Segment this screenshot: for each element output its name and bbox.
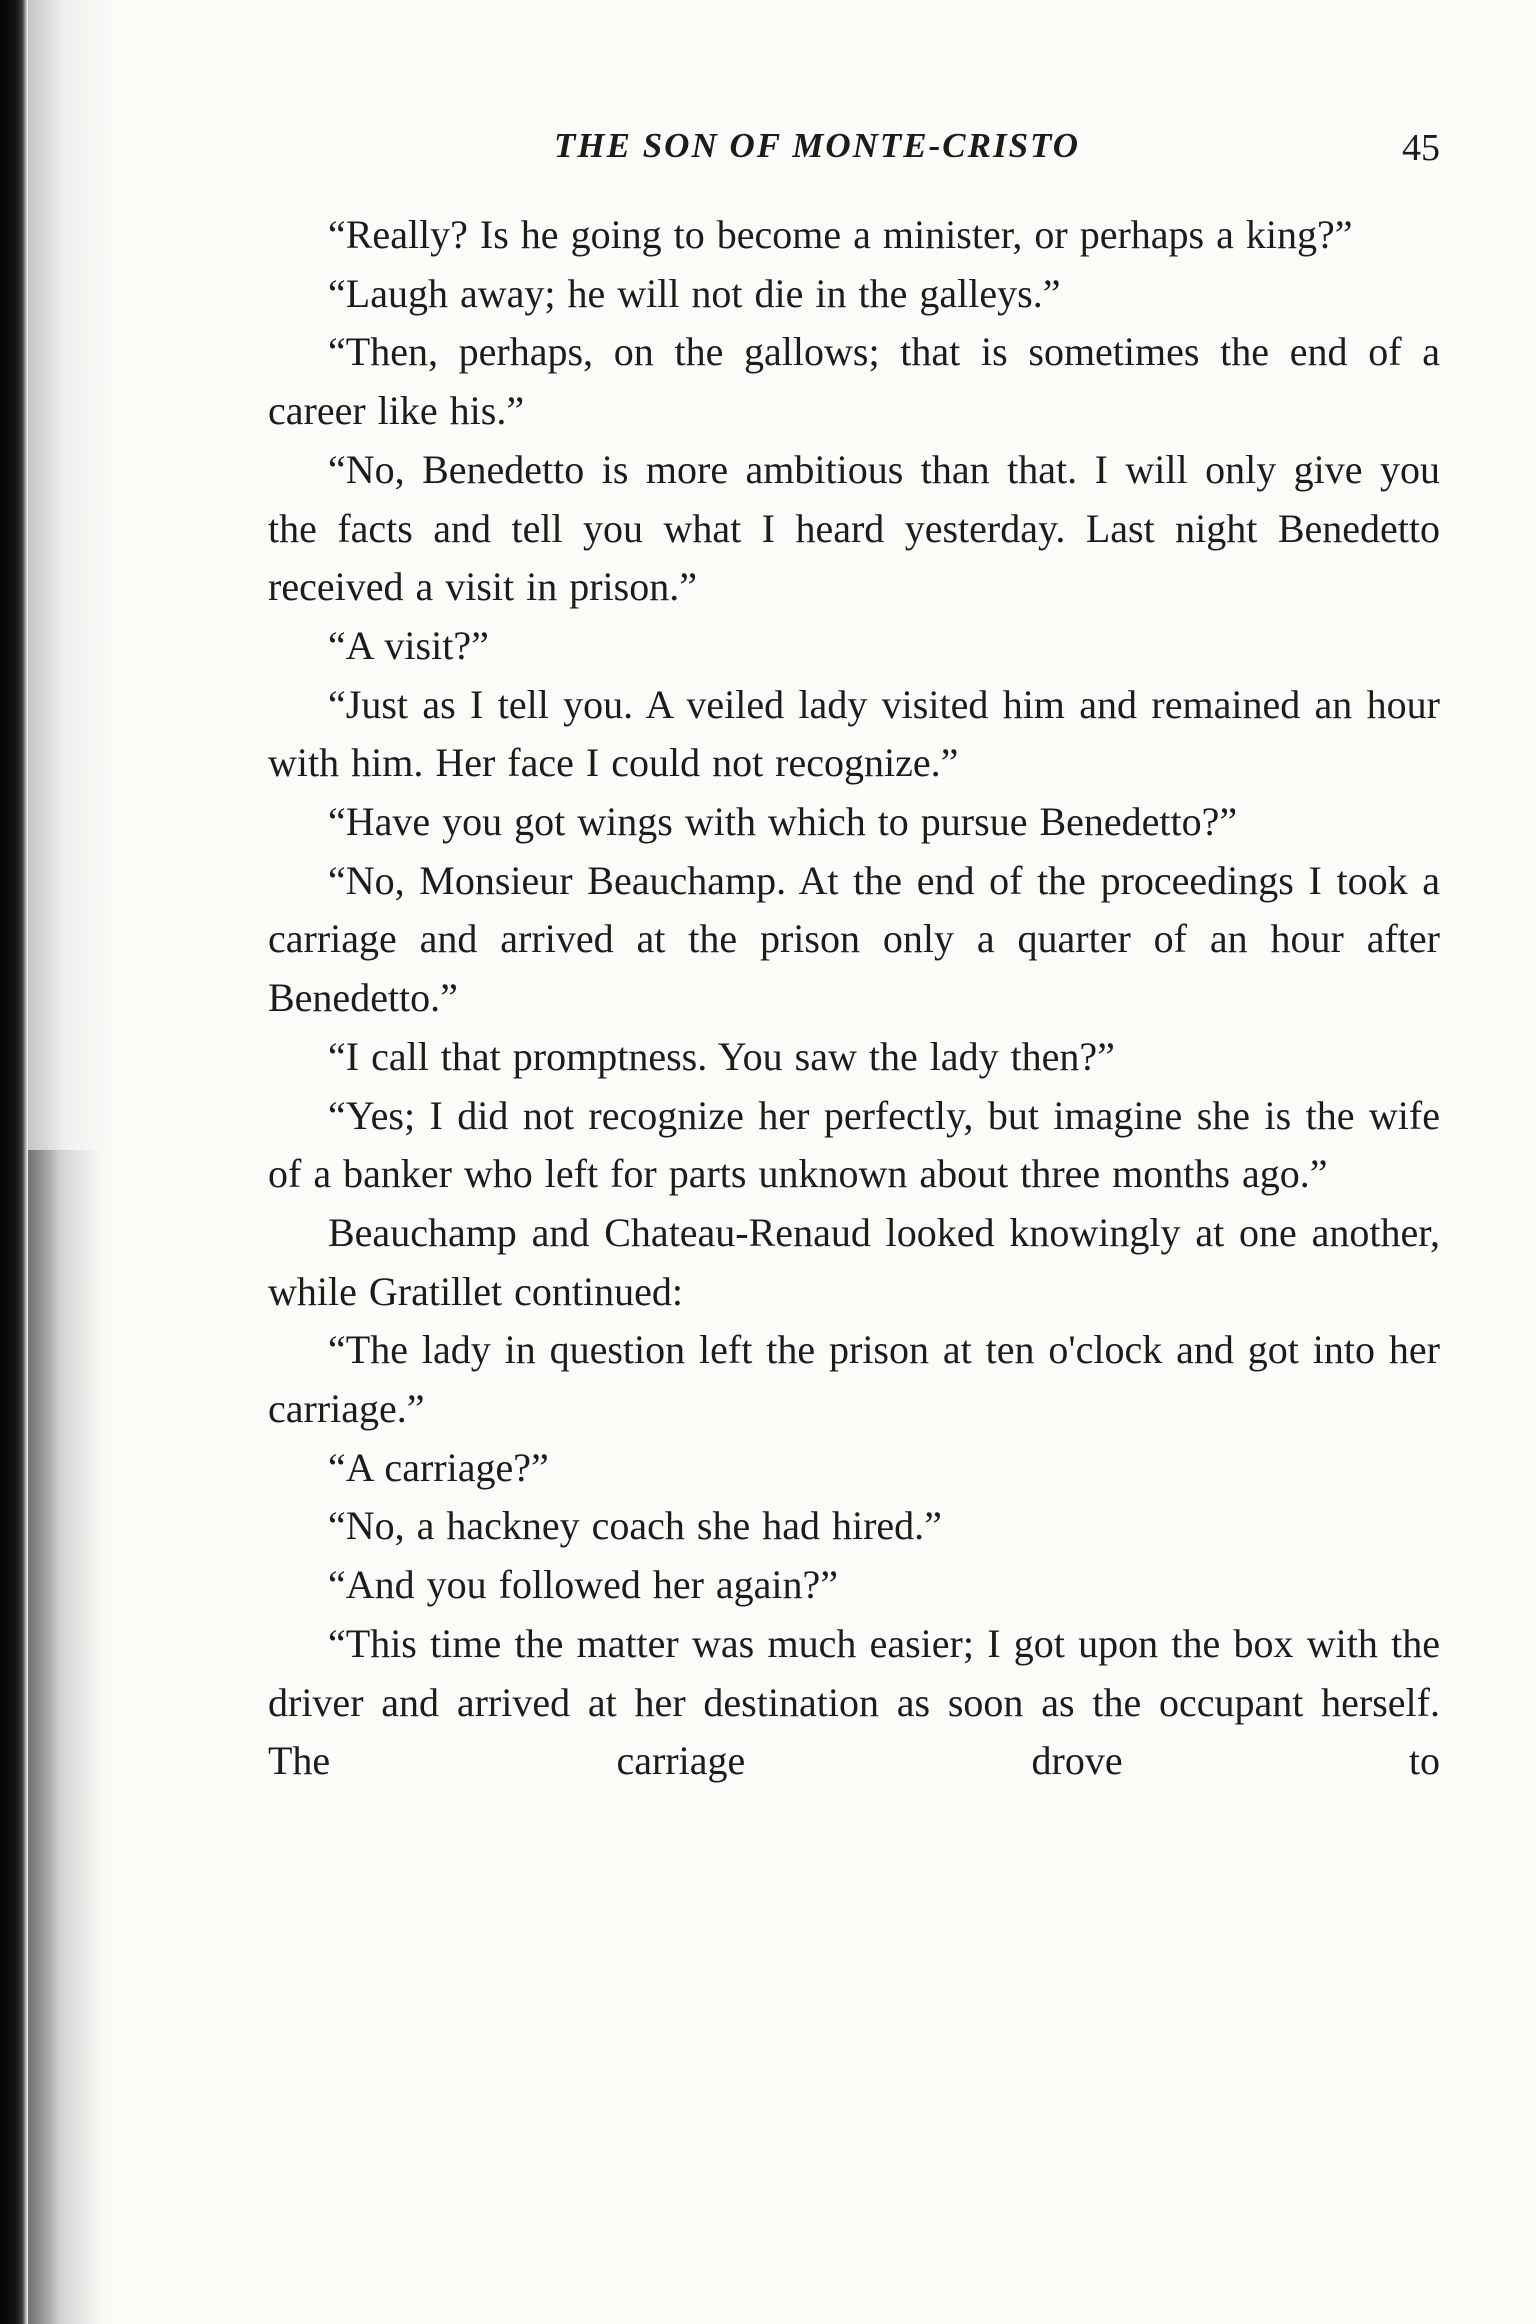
paragraph: “The lady in question left the prison at ten o'clock and got into her carriage.”	[268, 1327, 1440, 1432]
paragraph: “Laugh away; he will not die in the galleys.”	[328, 270, 1061, 316]
paragraph: “I call that promptness. You saw the lady then?”	[328, 1033, 1115, 1079]
paragraph: “Really? Is he going to become a minister, or perhaps a king?”	[328, 212, 1353, 257]
paragraph: “And you followed her again?”	[328, 1562, 839, 1608]
paragraph: Beauchamp and Chateau-Renaud looked knowingly at one another, while Gratillet continued:	[268, 1209, 1440, 1314]
paragraph: “A visit?”	[328, 622, 489, 668]
paragraph: “Have you got wings with which to pursue Benedetto?”	[328, 799, 1238, 845]
paragraph: “Then, perhaps, on the gallows; that is sometimes the end of a career like his.”	[268, 329, 1440, 434]
running-title: THE SON OF MONTE-CRISTO	[554, 126, 1081, 165]
book-spine-shadow	[0, 0, 28, 2324]
paragraph-continued: “This time the matter was much easier; I got upon the box with the driver and arrived at her destination as soon as the occupant herself. The carriage drove to	[268, 1620, 1440, 1784]
paragraph: “No, a hackney coach she had hired.”	[328, 1503, 942, 1549]
gutter-shading-lower	[28, 1150, 98, 2324]
paragraph: “A carriage?”	[328, 1444, 549, 1490]
paragraph: “Yes; I did not recognize her perfectly, but imagine she is the wife of a banker who left for parts unknown about three months ago.”	[268, 1092, 1440, 1197]
paragraph: “No, Benedetto is more ambitious than that. I will only give you the facts and tell you what I heard yesterday. Last night Benedetto received a visit in prison.”	[268, 446, 1440, 610]
paragraph: “No, Monsieur Beauchamp. At the end of the proceedings I took a carriage and arrived at the prison only a quarter of an hour after Benedetto.”	[268, 857, 1440, 1021]
paragraph: “Just as I tell you. A veiled lady visited him and remained an hour with him. Her face I could not recognize.”	[268, 681, 1440, 786]
body-text	[268, 206, 1440, 1791]
running-head	[268, 126, 1440, 170]
page-number: 45	[1402, 127, 1440, 169]
